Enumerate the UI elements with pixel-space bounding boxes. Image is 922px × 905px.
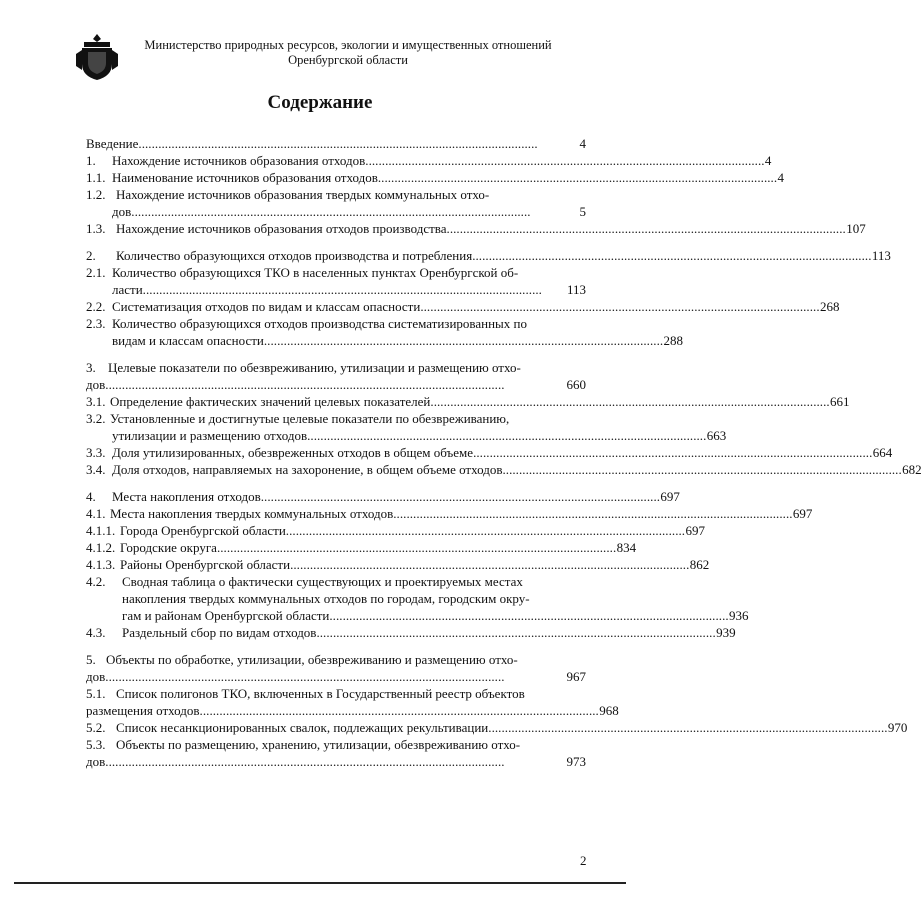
toc-page-number: 4 [777, 170, 785, 185]
toc-page-number: 973 [566, 754, 586, 769]
toc-entry-5[interactable]: 5. Объекты по обработке, утилизации, обезвреживанию и размещению отхо- [86, 652, 518, 667]
toc-entry-2-1-cont[interactable]: ласти . . . 113 [86, 281, 586, 298]
toc-entry-5-2[interactable]: 5.2. Список несанкционированных свалок, подлежащих рекультивации . . . 970 [86, 719, 586, 736]
toc-entry-3[interactable]: 3. Целевые показатели по обезвреживанию, утилизации и размещению отхо- [86, 360, 521, 375]
toc-entry-3-1[interactable]: 3.1. Определение фактических значений целевых показателей . . . 661 [86, 393, 586, 410]
toc-entry-1-2-cont[interactable]: дов . . . 5 [86, 203, 586, 220]
table-of-contents [86, 135, 922, 770]
toc-page-number: 697 [792, 506, 813, 521]
toc-entry-1[interactable]: 1. Нахождение источников образования отходов . . . 4 [86, 152, 586, 169]
toc-entry-3-2[interactable]: 3.2. Установленные и достигнутые целевые показатели по обезвреживанию, [86, 411, 510, 426]
toc-page-number: 113 [871, 248, 891, 263]
toc-entry-2-2[interactable]: 2.2. Систематизация отходов по видам и классам опасности . . . 268 [86, 298, 586, 315]
toc-entry-3-2-cont[interactable]: утилизации и размещению отходов . . . 663 [86, 427, 586, 444]
toc-page-number: 682 [902, 462, 922, 477]
toc-entry-4-1[interactable]: 4.1. Места накопления твердых коммунальных отходов . . . 697 [86, 505, 586, 522]
toc-page-number: 4 [579, 136, 586, 151]
toc-page-number: 5 [579, 204, 586, 219]
toc-page-number: 664 [872, 445, 893, 460]
toc-page-number: 661 [830, 394, 850, 409]
toc-entry-3-cont[interactable]: дов . . . 660 [86, 376, 586, 393]
toc-page-number: 697 [660, 489, 680, 504]
toc-entry-5-1[interactable]: 5.1. Список полигонов ТКО, включенных в Государственный реестр объектов [86, 686, 525, 701]
toc-page-number: 697 [685, 523, 705, 538]
toc-entry-2[interactable]: 2. Количество образующихся отходов производства и потребления . . . 113 [86, 247, 586, 264]
toc-entry-5-3-cont[interactable]: дов . . . 973 [86, 753, 586, 770]
toc-page-number: 4 [764, 153, 772, 168]
toc-entry-4-2[interactable]: 4.2. Сводная таблица о фактически существующих и проектируемых местах [86, 574, 523, 589]
toc-entry-4[interactable]: 4. Места накопления отходов . . . 697 [86, 488, 586, 505]
toc-entry-5-cont[interactable]: дов . . . 967 [86, 668, 586, 685]
toc-entry-4-1-1[interactable]: 4.1.1. Города Оренбургской области . . . 697 [86, 522, 586, 539]
toc-entry-1-1[interactable]: 1.1. Наименование источников образования отходов . . . 4 [86, 169, 586, 186]
toc-page-number: 663 [706, 428, 727, 443]
toc-page-number: 967 [566, 669, 586, 684]
coat-of-arms-icon [74, 30, 120, 82]
toc-page-number: 107 [846, 221, 866, 236]
toc-page-number: 862 [689, 557, 710, 572]
toc-entry-3-3[interactable]: 3.3. Доля утилизированных, обезвреженных отходов в общем объеме . . . 664 [86, 444, 586, 461]
toc-page-number: 113 [566, 282, 586, 297]
toc-entry-intro[interactable]: Введение . . . 4 [86, 135, 586, 152]
toc-entry-4-1-3[interactable]: 4.1.3. Районы Оренбургской области . . . 862 [86, 556, 586, 573]
ministry-header [128, 38, 568, 68]
toc-page-number: 288 [663, 333, 684, 348]
toc-entry-2-3[interactable]: 2.3. Количество образующихся отходов производства систематизированных по [86, 316, 527, 331]
footer-divider [14, 882, 626, 884]
toc-entry-2-1[interactable]: 2.1. Количество образующихся ТКО в населенных пунктах Оренбургской об- [86, 265, 519, 280]
toc-entry-4-3[interactable]: 4.3. Раздельный сбор по видам отходов . . . 939 [86, 624, 586, 641]
toc-entry-4-2-cont-2[interactable]: гам и районам Оренбургской области . . . 936 [86, 607, 586, 624]
page-title: Содержание [267, 92, 373, 113]
header-line-2: Оренбургской области [288, 53, 408, 67]
toc-page-number: 834 [616, 540, 637, 555]
toc-page-number: 936 [729, 608, 749, 623]
toc-page-number: 970 [887, 720, 908, 735]
toc-entry-4-2-cont-1[interactable]: накопления твердых коммунальных отходов по городам, городским окру- [122, 591, 530, 606]
toc-entry-4-1-2[interactable]: 4.1.2. Городские округа . . . 834 [86, 539, 586, 556]
toc-entry-3-4[interactable]: 3.4. Доля отходов, направляемых на захоронение, в общем объеме отходов . . . 682 [86, 461, 586, 478]
page-number: 2 [580, 853, 587, 868]
toc-entry-2-3-cont[interactable]: видам и классам опасности . . . 288 [86, 332, 586, 349]
header-line-1: Министерство природных ресурсов, экологии и имущественных отношений [144, 38, 552, 52]
toc-entry-1-3[interactable]: 1.3. Нахождение источников образования отходов производства . . . 107 [86, 220, 586, 237]
toc-page-number: 968 [599, 703, 619, 718]
toc-page-number: 939 [716, 625, 736, 640]
toc-entry-1-2[interactable]: 1.2. Нахождение источников образования твердых коммунальных отхо- [86, 187, 490, 202]
toc-entry-5-1-cont[interactable]: размещения отходов . . . 968 [86, 702, 586, 719]
toc-entry-5-3[interactable]: 5.3. Объекты по размещению, хранению, утилизации, обезвреживанию отхо- [86, 737, 521, 752]
toc-page-number: 268 [819, 299, 840, 314]
toc-page-number: 660 [566, 377, 586, 392]
